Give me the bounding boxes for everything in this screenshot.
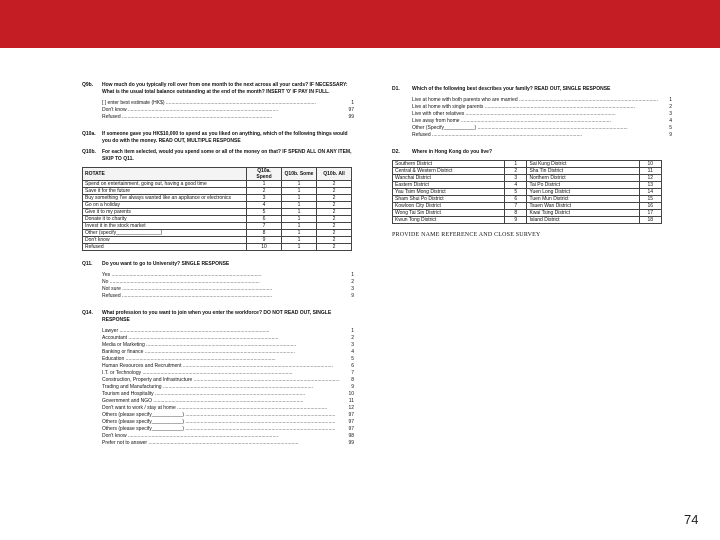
header-banner (0, 0, 720, 48)
answer-option: Refused ..... 9 (82, 293, 354, 300)
answer-option: Don't know ..... 98 (82, 433, 354, 440)
table-row: Go on a holiday 4 1 2 (83, 202, 352, 209)
district-table (392, 160, 662, 224)
closing-instruction: PROVIDE NAME REFERENCE AND CLOSE SURVEY (392, 232, 541, 238)
question-text: How much do you typically roll over from one month to the next across all your cards? IF NECESSARY: What is the usual total balance outstanding at the end of the month? INSERT '0' IF PAY IN FULL. (102, 82, 348, 95)
answer-option: Others (please specify___________) ..... 97 (82, 426, 354, 433)
question-q14: Q14. What profession to you want to join when you enter the workforce? DO NOT READ OUT, SINGLE RESPONSE Lawyer ..... 1 Accountant ..... 2 Media or Marketing ..... 3 Banking or finance ..... 4 Education ..... 5 Human Resources and Recruitment ..... 6 I.T. or Technology ..... 7 Construction, Property and Infrastructure ..... 8 Trading and Manufacturing ..... 9 Tourism and Hospitality ..... 10 Government and NGO ..... 11 Don't want to work / stay at home ..... 12 Others (please specify___________) ..... 97 Others (please specify___________) ..... 97 Others (please specify___________) ..... 97 Don't know ..... 98 Prefer not to answer ..... 99 (82, 310, 354, 447)
answer-option: Other (Specify___________) ..... 5 (392, 125, 672, 132)
answer-option: I.T. or Technology ..... 7 (82, 370, 354, 377)
answer-option: Others (please specify___________) ..... 97 (82, 419, 354, 426)
table-row: Save it for the future 2 1 2 (83, 188, 352, 195)
question-q9b (82, 82, 354, 121)
answer-option: Live at home with both parents who are married ..... 1 (392, 97, 672, 104)
rotate-table (82, 167, 352, 251)
answer-option: Live away from home ..... 4 (392, 118, 672, 125)
answer-option: Trading and Manufacturing ..... 9 (82, 384, 354, 391)
answer-option: Refused ..... 99 (82, 114, 354, 121)
answer-option: Others (please specify___________) ..... 97 (82, 412, 354, 419)
table-row: Eastern District 4 Tai Po District 13 (393, 182, 662, 189)
table-row: Sham Shui Po District 6 Tuen Mun District 15 (393, 196, 662, 203)
answer-option: Human Resources and Recruitment ..... 6 (82, 363, 354, 370)
answer-option: Education ..... 5 (82, 356, 354, 363)
question-number: Q9b. (82, 82, 94, 88)
answer-option: Lawyer ..... 1 (82, 328, 354, 335)
table-row: Donate it to charity 6 1 2 (83, 216, 352, 223)
question-d2: D2. Where in Hong Kong do you live? (392, 149, 492, 155)
answer-option: Media or Marketing ..... 3 (82, 342, 354, 349)
answer-option: Accountant ..... 2 (82, 335, 354, 342)
table-header: Q10b. Some (282, 168, 317, 181)
answer-option: Government and NGO ..... 11 (82, 398, 354, 405)
answer-option: Not sure ..... 3 (82, 286, 354, 293)
question-q11: Q11. Do you want to go to University? SINGLE RESPONSE Yes ..... 1 No ..... 2 Not sure ..... 3 Refused ..... 9 (82, 261, 354, 300)
table-row: Southern District 1 Sai Kung District 10 (393, 161, 662, 168)
table-header: Q10a. Spend (247, 168, 282, 181)
answer-option: Don't want to work / stay at home ..... 12 (82, 405, 354, 412)
answer-option: Live with other relatives ..... 3 (392, 111, 672, 118)
page-number: 74 (684, 512, 699, 527)
table-row: Buy something I've always wanted like an appliance or electronics 3 1 2 (83, 195, 352, 202)
table-header: ROTATE (83, 168, 247, 181)
table-row: Don't know 9 1 2 (83, 237, 352, 244)
answer-option: Don't know ..... 97 (82, 107, 354, 114)
question-q10b: Q10b. For each item selected, would you spend some or all of the money on that? IF SPEND ALL ON ANY ITEM, SKIP TO Q11. (82, 149, 352, 162)
answer-option: Prefer not to answer ..... 99 (82, 440, 354, 447)
questionnaire-right-column (392, 86, 672, 239)
answer-option: Live at home with single parents ..... 2 (392, 104, 672, 111)
table-row: Central & Western District 2 Sha Tin District 11 (393, 168, 662, 175)
table-row: Wong Tai Sin District 8 Kwai Tsing District 17 (393, 210, 662, 217)
table-row: Spend on entertainment, going out, having a good time 1 1 2 (83, 181, 352, 188)
question-d1: D1. Which of the following best describes your family? READ OUT, SINGLE RESPONSE Live at home with both parents who are married ..... 1 Live at home with single parents ..... 2 Live with other relatives ..... 3 Live away from home ..... 4 Other (Specify___________) ..... 5 Refused ..... 9 (392, 86, 672, 139)
table-row: Wanchai District 3 Northern District 12 (393, 175, 662, 182)
table-row: Give it to my parents 5 1 2 (83, 209, 352, 216)
answer-option: No ..... 2 (82, 279, 354, 286)
table-row: Kwun Tong District 9 Island District 18 (393, 217, 662, 224)
table-header: Q10b. All (317, 168, 352, 181)
table-row: Invest it in the stock market 7 1 2 (83, 223, 352, 230)
answer-option: Tourism and Hospitality ..... 10 (82, 391, 354, 398)
questionnaire-left-column (82, 82, 354, 457)
answer-option: Yes ..... 1 (82, 272, 354, 279)
question-q10a: Q10a. If someone gave you HK$10,000 to spend as you liked on anything, which of the following things would you do with the money. READ OUT, MULTIPLE RESPONSE (82, 131, 348, 144)
answer-option: Banking or finance ..... 4 (82, 349, 354, 356)
table-row: Other (specify________________) 8 1 2 (83, 230, 352, 237)
table-row: Yau Tsim Mong District 5 Yuen Long District 14 (393, 189, 662, 196)
table-row: Kowloon City District 7 Tsuen Wan District 16 (393, 203, 662, 210)
answer-option: Construction, Property and Infrastructure ..... 8 (82, 377, 354, 384)
answer-option: [ ] enter best estimate (HK$) ..... 1 (82, 100, 354, 107)
table-row: Refused 10 1 2 (83, 244, 352, 251)
answer-option: Refused ..... 9 (392, 132, 672, 139)
